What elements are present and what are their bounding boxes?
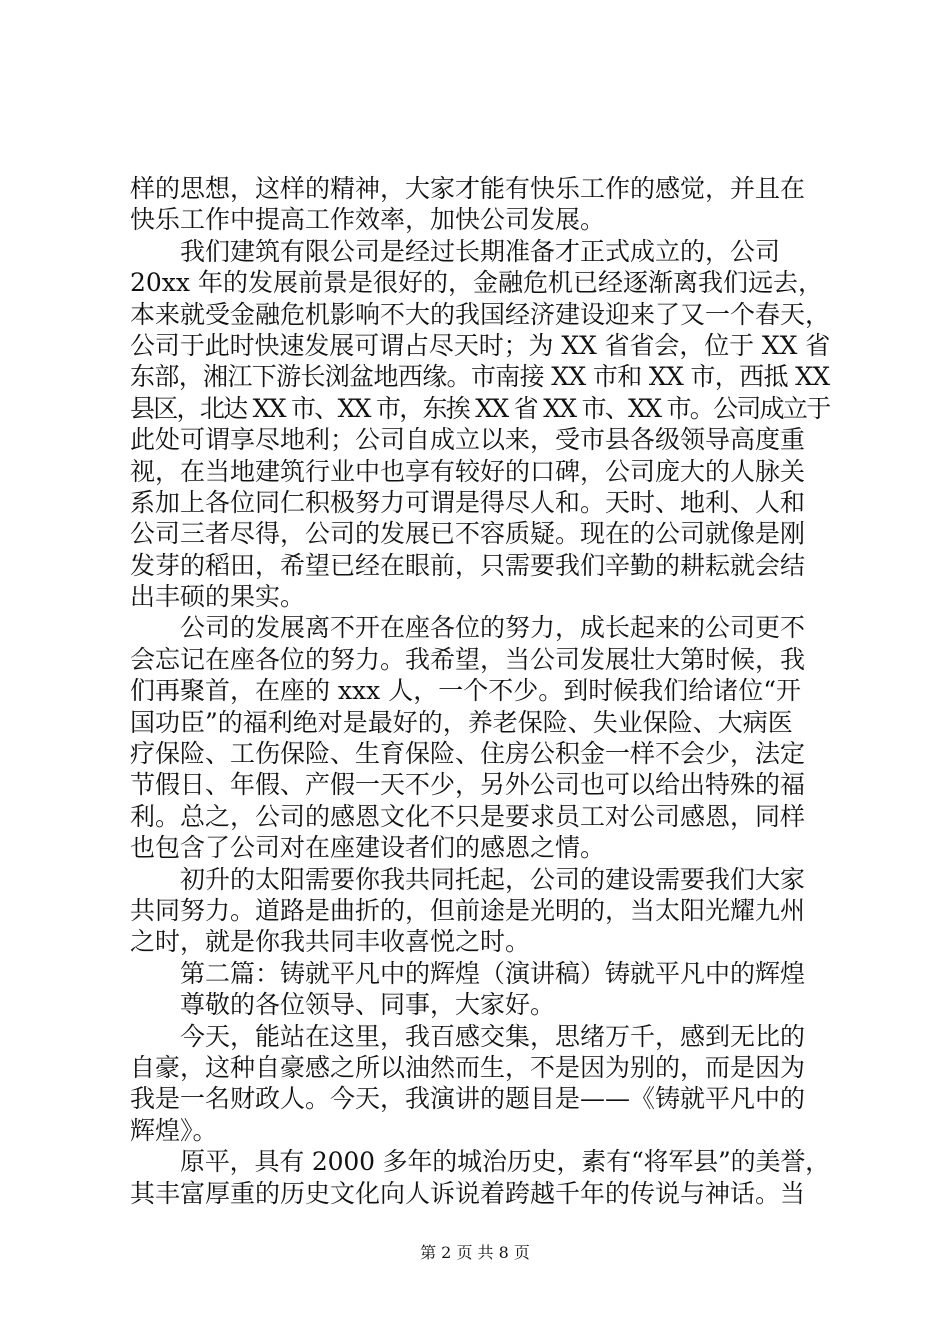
text-line: 们再聚首，在座的 xxx 人，一个不少。到时候我们给诸位“开 bbox=[130, 676, 801, 706]
text-line: 样的思想，这样的精神，大家才能有快乐工作的感觉，并且在 bbox=[130, 174, 806, 203]
text-line: 视，在当地建筑行业中也享有较好的口碑，公司庞大的人脉关 bbox=[130, 456, 806, 486]
text-line: 公司的发展离不开在座各位的努力，成长起来的公司更不 bbox=[180, 613, 806, 643]
text-line: 其丰富厚重的历史文化向人诉说着跨越千年的传说与神话。当 bbox=[130, 1178, 806, 1208]
page-footer: 第 2 页 共 8 页 bbox=[420, 1243, 530, 1262]
text-line: 第二篇：铸就平凡中的辉煌（演讲稿）铸就平凡中的辉煌 bbox=[180, 958, 806, 988]
text-line: 初升的太阳需要你我共同托起，公司的建设需要我们大家 bbox=[180, 864, 806, 894]
text-line: 东部，湘江下游长浏盆地西缘。市南接 XX 市和 XX 市，西抵 XX bbox=[130, 362, 830, 392]
text-line: 公司三者尽得，公司的发展已不容质疑。现在的公司就像是刚 bbox=[130, 519, 806, 549]
text-line: 之时，就是你我共同丰收喜悦之时。 bbox=[130, 927, 531, 957]
text-line: 疗保险、工伤保险、生育保险、住房公积金一样不会少，法定 bbox=[130, 739, 806, 769]
text-line: 会忘记在座各位的努力。我希望，当公司发展壮大第时候，我 bbox=[130, 644, 806, 674]
text-line: 公司于此时快速发展可谓占尽天时；为 XX 省省会，位于 XX 省 bbox=[130, 330, 831, 360]
text-line: 利。总之，公司的感恩文化不只是要求员工对公司感恩，同样 bbox=[130, 801, 806, 831]
document-body bbox=[130, 173, 830, 1209]
text-line: 辉煌》。 bbox=[130, 1115, 218, 1145]
text-line: 20xx 年的发展前景是很好的，金融危机已经逐渐离我们远去， bbox=[130, 268, 823, 298]
text-line: 也包含了公司对在座建设者们的感恩之情。 bbox=[130, 833, 606, 863]
text-line: 系加上各位同仁积极努力可谓是得尽人和。天时、地利、人和 bbox=[130, 487, 806, 517]
text-line: 我是一名财政人。今天，我演讲的题目是——《铸就平凡中的 bbox=[130, 1084, 806, 1114]
text-line: 原平，具有 2000 多年的城治历史，素有“将军县”的美誉， bbox=[180, 1147, 830, 1177]
text-line: 尊敬的各位领导、同事，大家好。 bbox=[180, 990, 556, 1020]
text-line: 共同努力。道路是曲折的，但前途是光明的，当太阳光耀九州 bbox=[130, 895, 806, 925]
text-line: 出丰硕的果实。 bbox=[130, 582, 306, 612]
text-line: 今天，能站在这里，我百感交集，思绪万千，感到无比的 bbox=[180, 1021, 806, 1051]
text-line: 节假日、年假、产假一天不少，另外公司也可以给出特殊的福 bbox=[130, 770, 806, 800]
text-line: 县区，北达 XX 市、XX 市，东挨 XX 省 XX 市、XX 市。公司成立于 bbox=[130, 393, 830, 423]
text-line: 发芽的稻田，希望已经在眼前，只需要我们辛勤的耕耘就会结 bbox=[130, 550, 806, 580]
text-line: 国功臣”的福利绝对是最好的，养老保险、失业保险、大病医 bbox=[130, 707, 793, 737]
text-line: 此处可谓享尽地利；公司自成立以来，受市县各级领导高度重 bbox=[130, 425, 806, 455]
text-line: 自豪，这种自豪感之所以油然而生，不是因为别的，而是因为 bbox=[130, 1052, 806, 1082]
text-line: 快乐工作中提高工作效率，加快公司发展。 bbox=[130, 205, 606, 235]
text-line: 本来就受金融危机影响不大的我国经济建设迎来了又一个春天， bbox=[130, 299, 831, 329]
text-line: 我们建筑有限公司是经过长期准备才正式成立的，公司 bbox=[180, 236, 781, 266]
